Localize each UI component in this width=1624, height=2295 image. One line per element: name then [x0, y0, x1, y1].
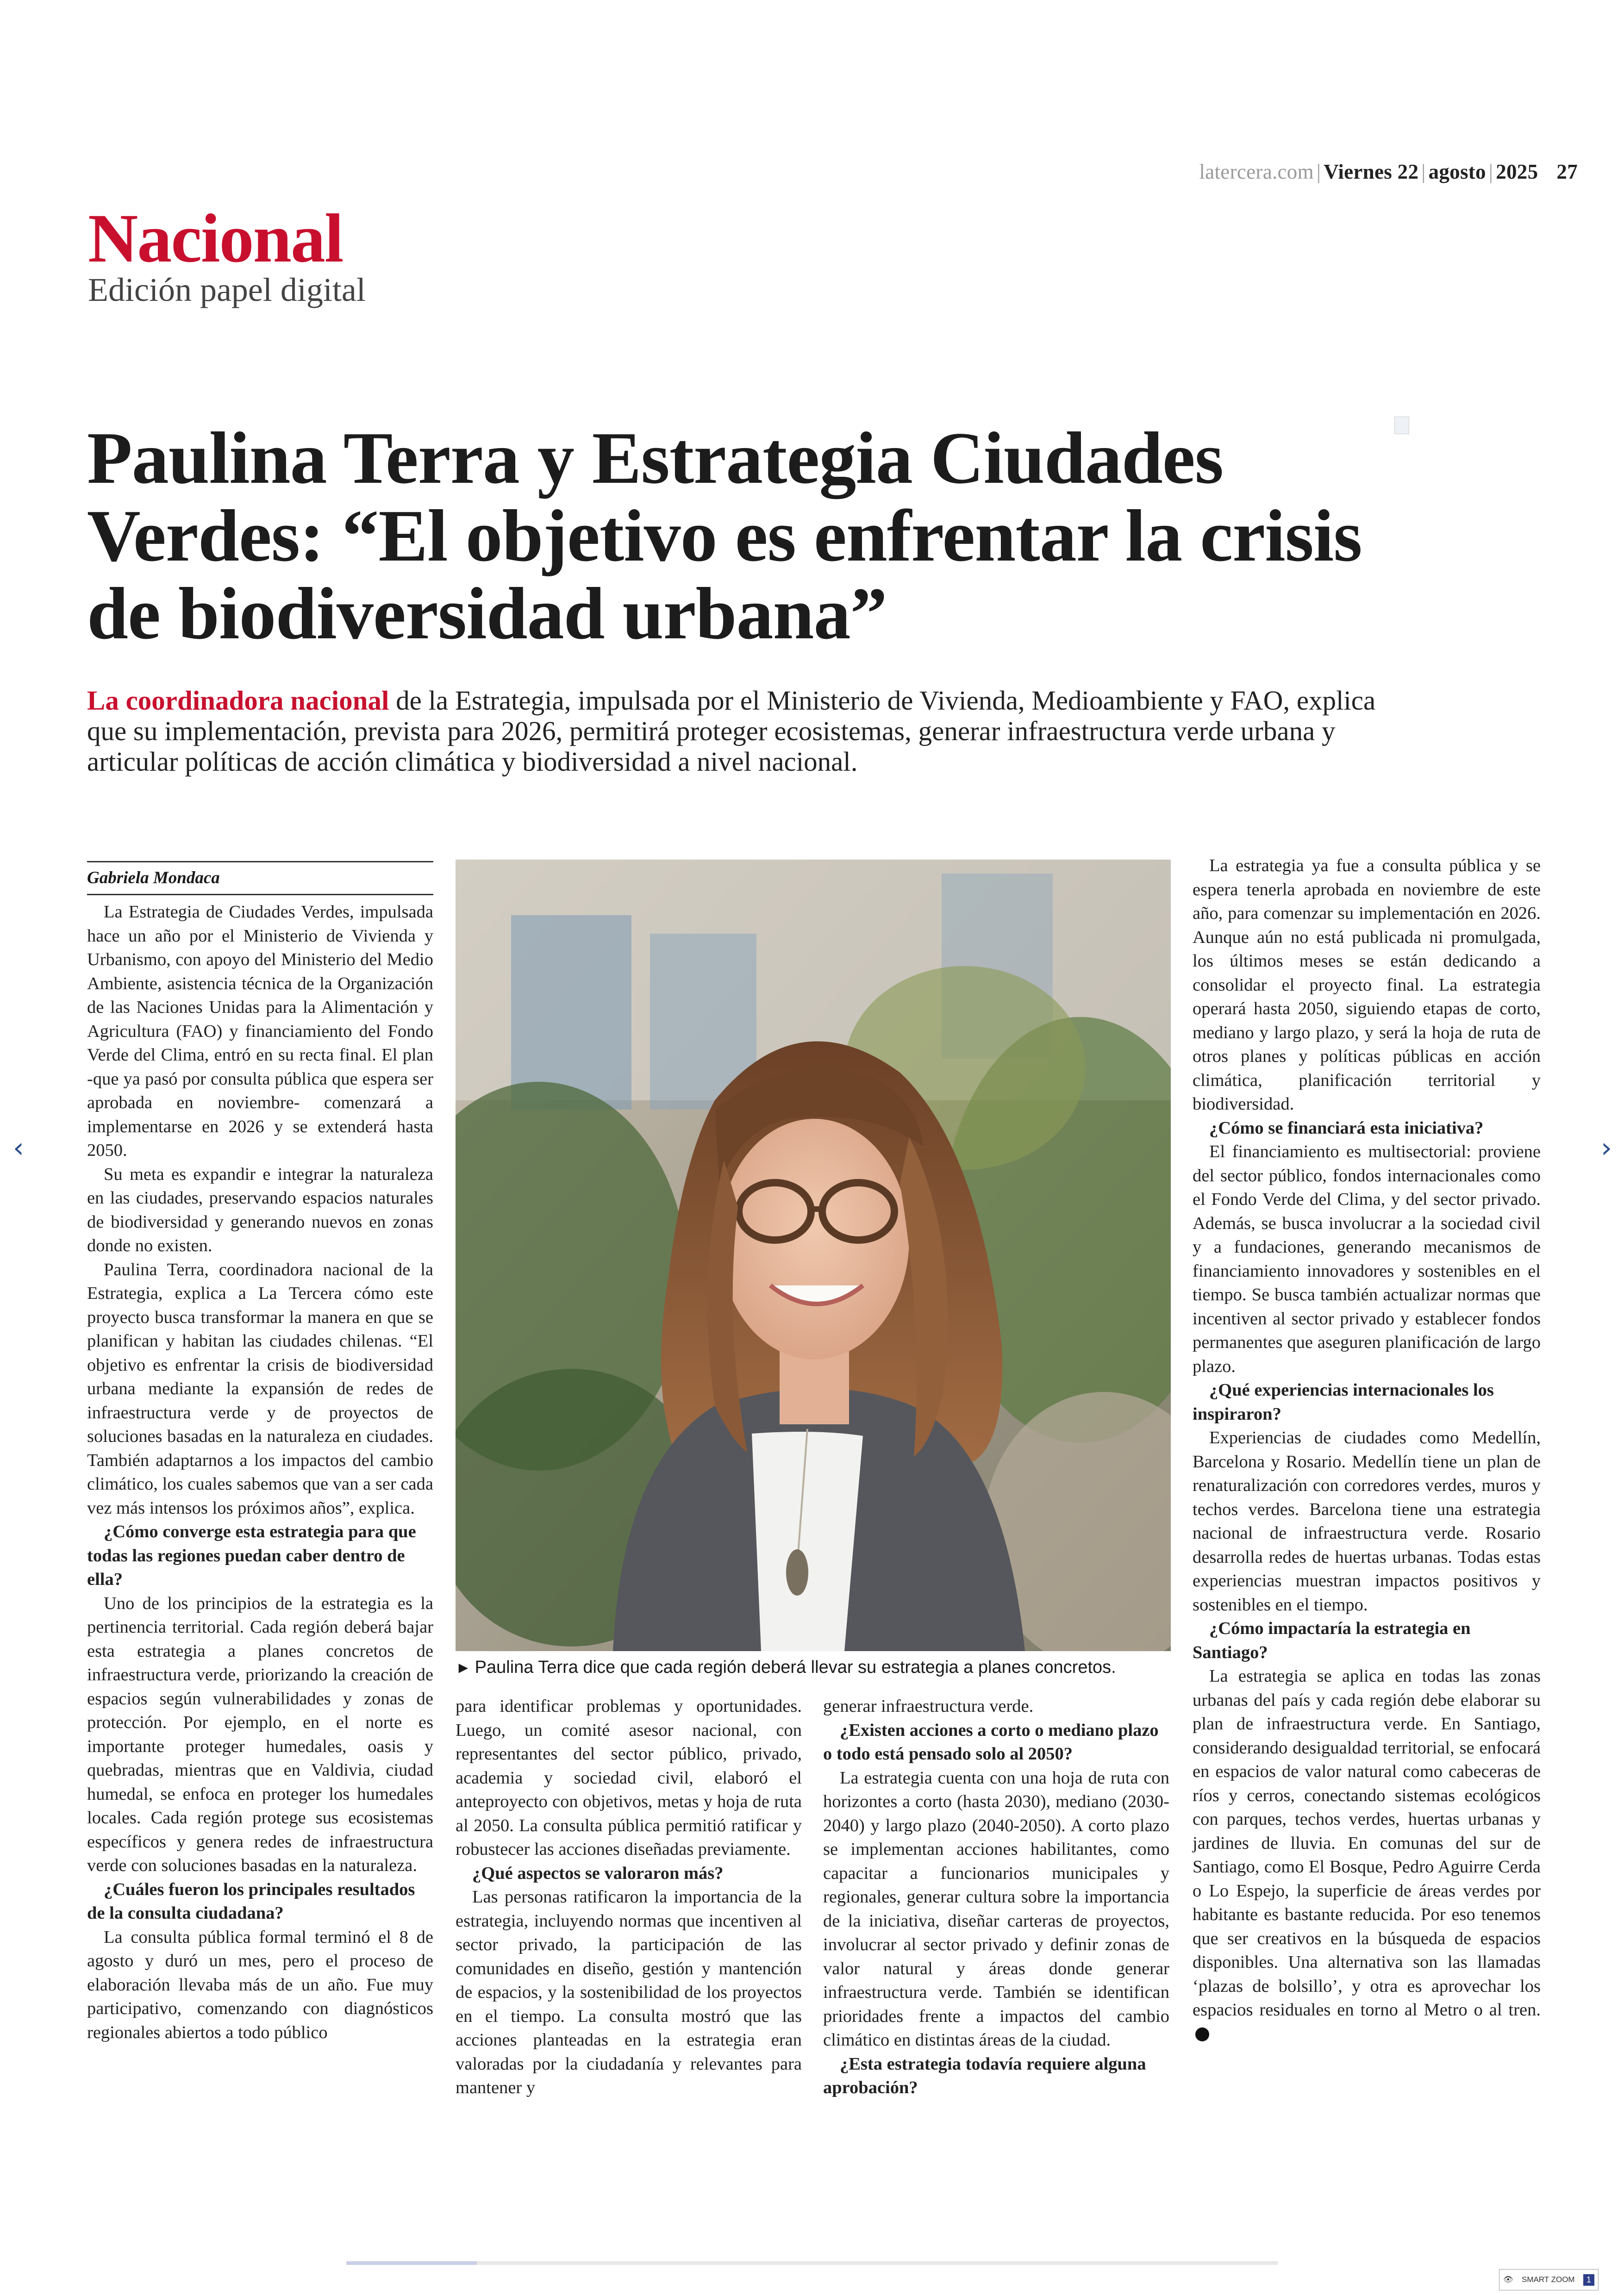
article-column-4: [1193, 854, 1541, 2046]
site-name: latercera.com: [1199, 160, 1314, 183]
paragraph-text: La estrategia se aplica en todas las zonas urbanas del país y cada región debe elaborar su plan de infraestructura verde. En Santiago, considerando desigualdad territorial, se enfocará en espacios de valor natural como cabeceras de ríos y cerros, conectando sistemas ecológicos con parques, techos verdes, huertas urbanas y jardines de lluvia. En comunas del sur de Santiago, como El Bosque, Pedro Aguirre Cerda o Lo Espejo, la superficie de áreas verdes por habitante es bastante reducida. Por eso tenemos que ser creativos en la búsqueda de espacios disponibles. Una alternativa son las llamadas ‘plazas de bolsillo’, y otra es aprovechar los espacios residuales en torno al Metro o al tren.: [1193, 1666, 1541, 2020]
header-meta: latercera.com | Viernes 22 | agosto | 2025 27: [1199, 160, 1578, 183]
chevron-right-icon[interactable]: ›: [1601, 1132, 1612, 1164]
header-date-year: 2025: [1496, 160, 1538, 183]
article-lead: [87, 685, 1383, 777]
question: ¿Cómo converge esta estrategia para que todas las regiones puedan caber dentro de ella?: [87, 1522, 416, 1589]
paragraph: Experiencias de ciudades como Medellín, Barcelona y Rosario. Medellín tiene un plan de renaturalización con corredores verdes, muros y techos verdes. Barcelona tiene una estrategia nacional de infraestructura verde. Rosario desarrolla redes de huertas urbanas. Todas estas experiencias muestran impactos positivos y sostenibles en el tiempo.: [1193, 1428, 1541, 1615]
paragraph: Las personas ratificaron la importancia de la estrategia, incluyendo normas que incentiven al sector privado, la participación de las comunidades en diseño, gestión y mantención de espacios, y la sostenibilidad de los proyectos en el tiempo. La consulta mostró que las acciones planteadas en la estrategia eran valoradas por la ciudadanía y relevantes para mantener y: [456, 1887, 802, 2097]
paragraph: generar infraestructura verde.: [823, 1696, 1034, 1716]
paragraph: Uno de los principios de la estrategia es la pertinencia territorial. Cada región deberá bajar esta estrategia a planes concretos de infraestructura verde, priorizando la creación de espacios según vulnerabilidades y zonas de protección. Por ejemplo, en el norte es importante proteger humedales, oasis y quebradas, mientras que en Valdivia, ciudad humedal, se enfoca en proteger los humedales locales. Cada región protege sus ecosistemas específicos y genera redes de infraestructura verde con soluciones basadas en la naturaleza.: [87, 1593, 433, 1875]
paragraph: Su meta es expandir e integrar la naturaleza en las ciudades, preservando espacios naturales de biodiversidad y generando nuevos en zonas donde no existen.: [87, 1164, 433, 1255]
page-progress-fill: [346, 2261, 477, 2265]
article-column-1: [87, 900, 433, 2045]
header-date-day: Viernes 22: [1324, 160, 1419, 183]
question: ¿Cómo impactaría la estrategia en Santiago?: [1193, 1619, 1471, 1662]
question: ¿Qué experiencias internacionales los inspiraron?: [1193, 1380, 1494, 1424]
paragraph: La estrategia ya fue a consulta pública y se espera tenerla aprobada en noviembre de este año, para comenzar su implementación en 2026. Aunque aún no está publicada ni promulgada, los últimos meses se están dedicando a consolidar el proyecto final. La estrategia operará hasta 2050, siguiendo etapas de corto, mediano y largo plazo, y será la hoja de ruta de otros planes y políticas públicas en acción climática, planificación territorial y biodiversidad.: [1193, 856, 1541, 1114]
smart-zoom-badge: 1: [1583, 2274, 1594, 2286]
question: ¿Existen acciones a corto o mediano plazo o todo está pensado solo al 2050?: [823, 1720, 1159, 1764]
paragraph: La consulta pública formal terminó el 8 de agosto y duró un mes, pero el proceso de elaboración llevaba más de un año. Fue muy participativo, comenzando con diagnósticos regionales abiertos a todo público: [87, 1927, 433, 2042]
byline: Gabriela Mondaca: [87, 861, 433, 895]
paragraph: El financiamiento es multisectorial: proviene del sector público, fondos internacionales como el Fondo Verde del Clima, y del sector privado. Además, se busca involucrar a la sociedad civil y a fundaciones, generando mecanismos de financiamiento innovadores y sostenibles en el tiempo. Se busca también actualizar normas que incentiven al sector privado y establecer fondos permanentes que aseguren planificación de largo plazo.: [1193, 1142, 1541, 1376]
photo-caption: [456, 1656, 1171, 1679]
eye-icon: 👁: [1503, 2275, 1513, 2284]
photo-caption-text: Paulina Terra dice que cada región deberá llevar su estrategia a planes concretos.: [475, 1658, 1116, 1677]
question: ¿Esta estrategia todavía requiere alguna aprobación?: [823, 2054, 1146, 2097]
section-title: Nacional: [88, 200, 343, 277]
paragraph: La estrategia cuenta con una hoja de ruta con horizontes a corto (hasta 2030), mediano (2030-2040) y largo plazo (2040-2050). A corto plazo se implementan acciones habilitantes, como capacitar a funcionarios municipales y regionales, generar cultura sobre la importancia de la iniciativa, diseñar carteras de proyectos, involucrar al sector privado y definir zonas de valor natural y áreas donde generar infraestructura verde. También se identifican prioridades frente a impactos del cambio climático en distintas áreas de la ciudad.: [823, 1768, 1169, 2050]
lead-kicker: La coordinadora nacional: [87, 685, 389, 716]
smart-zoom-label: SMART ZOOM: [1521, 2275, 1575, 2284]
smart-zoom-button[interactable]: [1499, 2269, 1599, 2290]
article-photo: [456, 860, 1171, 1651]
page-number: 27: [1556, 160, 1578, 183]
header-date-month: agosto: [1428, 160, 1486, 183]
paragraph: Paulina Terra, coordinadora nacional de la Estrategia, explica a La Tercera cómo este proyecto busca transformar la manera en que se planifican y habitan las ciudades chilenas. “El objetivo es enfrentar la crisis de biodiversidad urbana mediante la expansión de redes de infraestructura verde y de proyectos de soluciones basadas en la naturaleza en ciudades. También adaptarnos a los impactos del cambio climático, los cuales sabemos que van a ser cada vez más intensos los próximos años”, explica.: [87, 1260, 433, 1518]
question: ¿Qué aspectos se valoraron más?: [472, 1863, 724, 1883]
caption-triangle-icon: ►: [456, 1659, 471, 1677]
chevron-left-icon[interactable]: ‹: [13, 1132, 24, 1164]
paragraph: para identificar problemas y oportunidades. Luego, un comité asesor nacional, con representantes del sector público, privado, academia y sociedad civil, elaboró el anteproyecto con objetivos, metas y hoja de ruta al 2050. La consulta pública permitió ratificar y robustecer las acciones diseñadas previamente.: [456, 1696, 802, 1859]
edition-label: Edición papel digital: [88, 271, 366, 308]
question: ¿Cómo se financiará esta iniciativa?: [1209, 1118, 1484, 1138]
paragraph: [1193, 1665, 1541, 2046]
paragraph: La Estrategia de Ciudades Verdes, impulsada hace un año por el Ministerio de Vivienda y Urbanismo, con apoyo del Ministerio del Medio Ambiente, asistencia técnica de la Organización de las Naciones Unidas para la Alimentación y Agricultura (FAO) y financiamiento del Fondo Verde del Clima, entró en su recta final. El plan -que ya pasó por consulta pública que espera ser aprobada en noviembre- comenzará a implementarse en 2026 y se extenderá hasta 2050.: [87, 902, 433, 1160]
article-headline: Paulina Terra y Estrategia Ciudades Verdes: “El objetivo es enfrentar la crisis de biodiversidad urbana”: [87, 417, 1362, 655]
end-of-article-icon: [1195, 2027, 1209, 2041]
lead-text: de la Estrategia, impulsada por el Ministerio de Vivienda, Medioambiente y FAO, explica que su implementación, prevista para 2026, permitirá proteger ecosistemas, generar infraestructura verde urbana y articular políticas de acción climática y biodiversidad a nivel nacional.: [87, 685, 1376, 777]
question: ¿Cuáles fueron los principales resultados de la consulta ciudadana?: [87, 1879, 415, 1923]
article-column-3: [823, 1695, 1169, 2100]
article-column-2: [456, 1695, 802, 2100]
page-progress-bar[interactable]: [346, 2261, 1278, 2265]
